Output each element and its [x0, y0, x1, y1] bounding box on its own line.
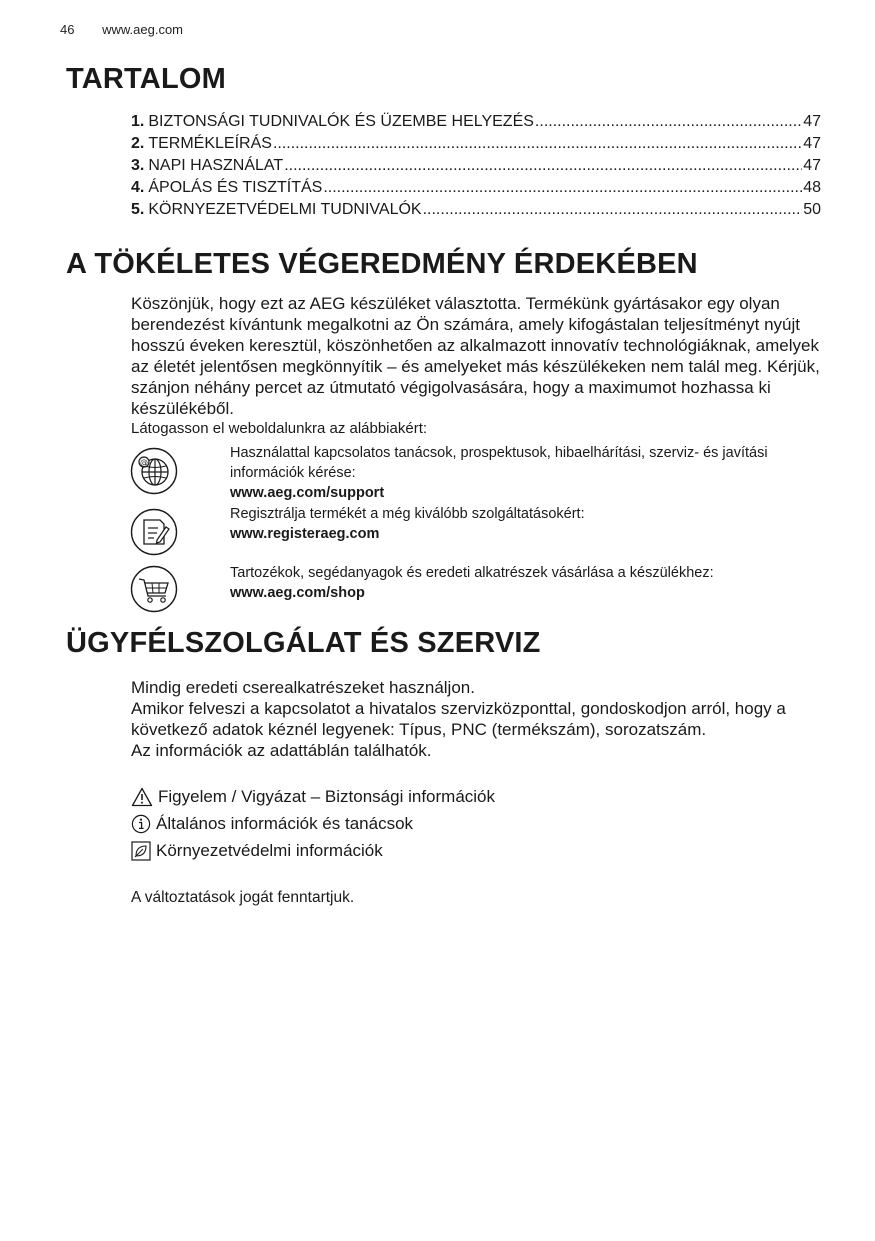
page-header: [60, 22, 183, 37]
legend-warning-text: Figyelem / Vigyázat – Biztonsági információk: [158, 787, 496, 806]
spare-parts-line: Mindig eredeti cserealkatrészeket használjon.: [131, 678, 475, 697]
service-support-text: Használattal kapcsolatos tanácsok, prospektusok, hibaelhárítási, szerviz- és javítási információk kérése:: [230, 445, 768, 481]
toc-title: TARTALOM: [66, 63, 226, 95]
toc-leader: [323, 177, 802, 199]
toc-item-label: ÁPOLÁS ÉS TISZTÍTÁS: [148, 179, 323, 196]
service-shop-text: Tartozékok, segédanyagok és eredeti alkatrészek vásárlása a készülékhez:: [230, 565, 714, 581]
leaf-icon: [131, 841, 151, 861]
toc-item-page: 48: [803, 179, 821, 196]
legend-environment-text: Környezetvédelmi információk: [156, 841, 383, 860]
legend-info: [131, 813, 631, 835]
toc-item-label: KÖRNYEZETVÉDELMI TUDNIVALÓK: [148, 201, 422, 218]
visit-website-text: Látogasson el weboldalunkra az alábbiakért:: [131, 420, 428, 437]
toc-item[interactable]: 4. ÁPOLÁS ÉS TISZTÍTÁS ..... 48: [131, 177, 821, 199]
toc-item[interactable]: 5. KÖRNYEZETVÉDELMI TUDNIVALÓK ..... 50: [131, 199, 821, 221]
customer-service-text: [131, 677, 821, 761]
toc-item-page: 47: [803, 157, 821, 174]
toc-item-page: 47: [803, 113, 821, 130]
page-number: 46: [60, 22, 75, 37]
globe-icon: [130, 447, 178, 495]
rights-reserved-note: A változtatások jogát fenntartjuk.: [131, 889, 355, 906]
section-title-perfect-result: A TÖKÉLETES VÉGEREDMÉNY ÉRDEKÉBEN: [66, 248, 698, 280]
toc-item[interactable]: 2. TERMÉKLEÍRÁS ..... 47: [131, 133, 821, 155]
service-register-text: Regisztrálja termékét a még kiválóbb szolgáltatásokért:: [230, 506, 585, 522]
legend-environment: [131, 840, 631, 862]
rating-plate-line: Az információk az adattáblán találhatók.: [131, 741, 432, 760]
toc-leader: [273, 133, 802, 155]
registration-icon: [130, 508, 178, 556]
toc-item[interactable]: 1. BIZTONSÁGI TUDNIVALÓK ÉS ÜZEMBE HELYEZÉS ..... 47: [131, 111, 821, 133]
header-url[interactable]: www.aeg.com: [102, 22, 184, 37]
toc-item-label: BIZTONSÁGI TUDNIVALÓK ÉS ÜZEMBE HELYEZÉS: [148, 113, 534, 130]
toc-leader: [535, 111, 802, 133]
intro-paragraph: Köszönjük, hogy ezt az AEG készüléket választotta. Termékünk gyártásakor egy olyan berendezést kívántunk megalkotni az Ön számára, amely kifogástalan teljesítményt nyújt hosszú éveken keresztül, köszönhetően az alkalmazott innovatív technológiáknak, amelyek az életét jelentősen megkönnyítik – és amelyeket más készülékeken nem talál meg. Kérjük, szánjon néhány percet az útmutató végigolvasására, hogy a maximumot hozhassa ki készülékéből.: [131, 294, 820, 418]
toc-item-page: 47: [803, 135, 821, 152]
shopping-cart-icon: [130, 565, 178, 613]
register-link[interactable]: www.registeraeg.com: [230, 526, 380, 542]
toc-item[interactable]: 3. NAPI HASZNÁLAT ..... 47: [131, 155, 821, 177]
section-title-customer-service: ÜGYFÉLSZOLGÁLAT ÉS SZERVIZ: [66, 627, 541, 659]
toc-item-label: TERMÉKLEÍRÁS: [148, 135, 272, 152]
shop-link[interactable]: www.aeg.com/shop: [230, 585, 365, 601]
toc-item-page: 50: [803, 201, 821, 218]
warning-icon: [131, 787, 153, 807]
info-icon: [131, 814, 151, 834]
toc-item-label: NAPI HASZNÁLAT: [148, 157, 284, 174]
legend-info-text: Általános információk és tanácsok: [156, 814, 414, 833]
legend-warning: [131, 786, 631, 808]
svg-text:@: @: [140, 458, 148, 467]
contact-info-line: Amikor felveszi a kapcsolatot a hivatalos szervizközponttal, gondoskodjon arról, hogy a következő adatok kéznél legyenek: Típus, PNC (termékszám), sorozatszám.: [131, 699, 786, 739]
table-of-contents: [131, 111, 821, 221]
support-link[interactable]: www.aeg.com/support: [230, 485, 385, 501]
toc-leader: [284, 155, 802, 177]
toc-leader: [423, 199, 803, 221]
